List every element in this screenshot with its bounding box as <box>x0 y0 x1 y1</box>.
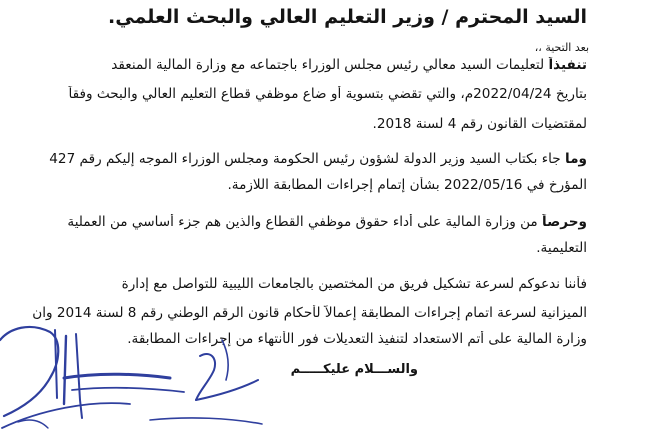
paragraph-3-line-1: وحرصاً من وزارة المالية على أداء حقوق موظفي القطاع والذين هم جزء أساسي من العملية <box>67 214 587 230</box>
paragraph-4-line-3: وزارة المالية على أتم الاستعداد لتنفيذ التعديلات فور الأنتهاء من إجراءات المطابقة. <box>127 331 587 347</box>
paragraph-2-line-1: وما جاء بكتاب السيد وزير الدولة لشؤون رئيس الحكومة ومجلس الوزراء الموجه إليكم رقم 427 <box>49 151 587 167</box>
paragraph-1-lead: تنفيذاً <box>548 57 587 73</box>
paragraph-1-line-1: تنفيذاً لتعليمات السيد معالي رئيس مجلس الوزراء باجتماعه مع وزارة المالية المنعقد <box>111 57 587 73</box>
paragraph-1-line-2: بتاريخ 2022/04/24م، والتي تقضي بتسوية أو ضاع موظفي قطاع التعليم العالي والبحث وفقاً <box>68 86 587 102</box>
paragraph-3-line-2: التعليمية. <box>536 240 587 256</box>
greeting: بعد التحية ،، <box>534 41 589 54</box>
paragraph-2-lead: وما <box>565 151 587 167</box>
closing-salutation: والســـلام عليكـــــم <box>290 362 418 377</box>
paragraph-1-line-3: لمقتضيات القانون رقم 4 لسنة 2018. <box>372 116 587 132</box>
paragraph-3-lead: وحرصاً <box>542 214 587 230</box>
paragraph-2-line-2: المؤرخ في 2022/05/16 بشأن إتمام إجراءات المطابقة اللازمة. <box>227 177 587 193</box>
paragraph-4-line-1: فأننا ندعوكم لسرعة تشكيل فريق من المختصين بالجامعات الليبية للتواصل مع إدارة <box>121 276 587 292</box>
paragraph-4-line-2: الميزانية لسرعة اتمام إجراءات المطابقة إعمالاً لأحكام قانون الرقم الوطني رقم 8 لسنة 2014 وان <box>32 305 587 321</box>
letter-title: السيد المحترم / وزير التعليم العالي والبحث العلمي. <box>108 6 587 28</box>
